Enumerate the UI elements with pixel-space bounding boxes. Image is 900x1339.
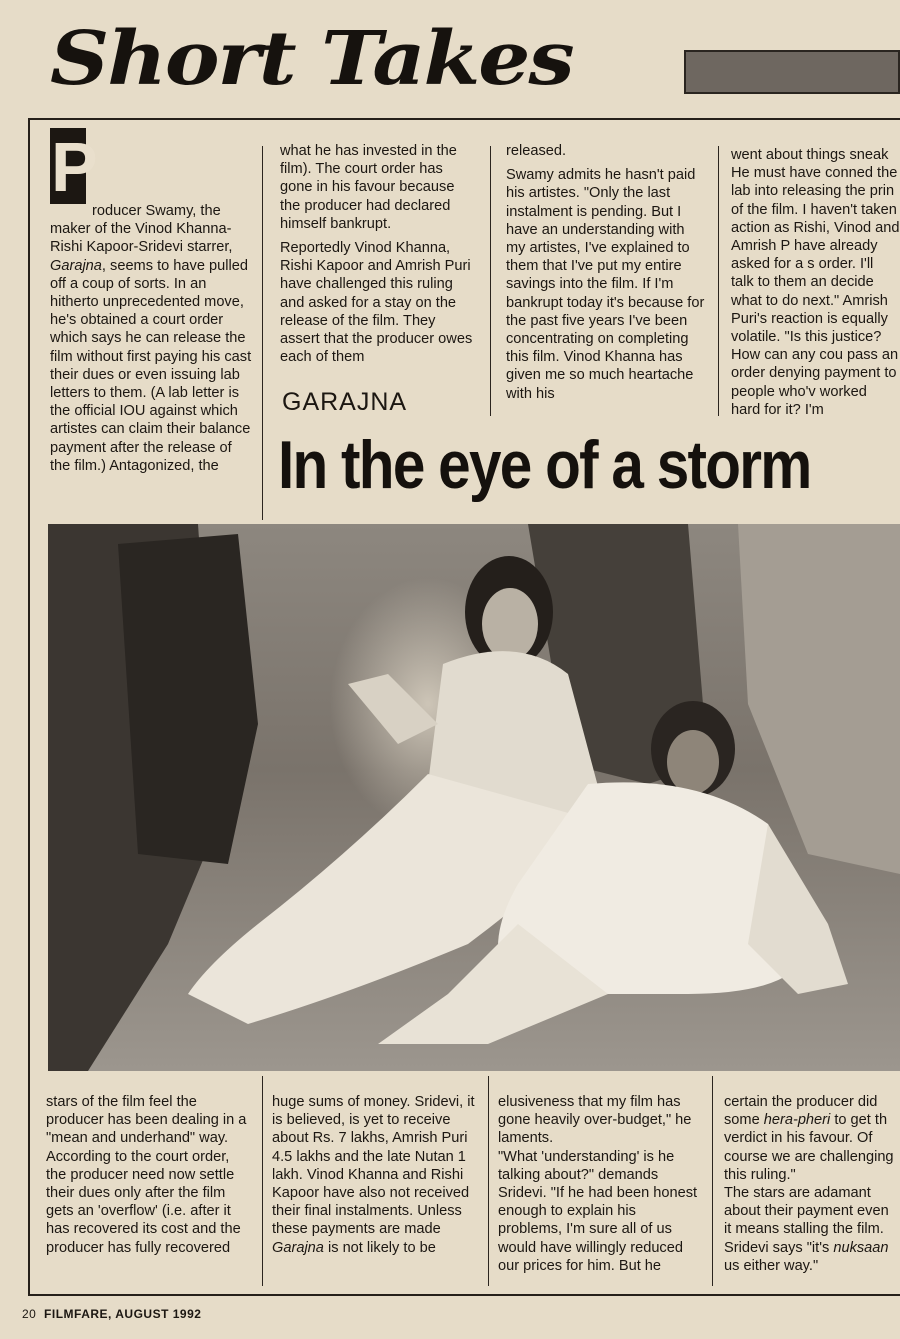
article-column-3 — [506, 142, 706, 409]
paragraph: what he has invested in the film). The court order has gone in his favour because the producer had declared himself bankrupt. — [280, 143, 457, 232]
column-rule-1 — [262, 146, 263, 520]
article-column-5 — [46, 1093, 252, 1263]
masthead-bar — [684, 50, 900, 94]
magazine-issue: FILMFARE, AUGUST 1992 — [44, 1307, 202, 1321]
paragraph: stars of the film feel the producer has been dealing in a "mean and underhand" way. According to the court order, the producer need now settle their dues only after the film gets an 'overflow' (i.e. after it has recovered its cost and the producer has fully recovered — [46, 1094, 247, 1256]
headline: In the eye of a storm — [278, 427, 811, 503]
paragraph: elusiveness that my film has gone heavily over-budget," he laments. — [498, 1094, 692, 1147]
page-footer — [22, 1307, 201, 1321]
article-column-1 — [50, 128, 256, 481]
article-column-8 — [724, 1093, 900, 1281]
paragraph: The stars are adamant about their payment even it means stalling the film. — [724, 1185, 889, 1238]
paragraph: Reportedly Vinod Khanna, Rishi Kapoor and Amrish Puri have challenged this ruling and asked for a stay on the release of the film. They assert that the producer owes each of them — [280, 240, 473, 366]
column-rule-2 — [490, 146, 491, 416]
paragraph: went about things sneak He must have conned the lab into releasing the prin of the film. I haven't taken action as Rishi, Vinod and Amrish P have already asked for a s order. I'll talk to them an decide what to do next." Amrish Puri's reaction is equally volatile. "Is this justice? How can any cou pass an order denying payment to people who'v worked hard for it? I'm — [731, 147, 900, 418]
paragraph: huge sums of money. Sridevi, it is believed, is yet to receive about Rs. 7 lakhs, Amrish Puri 4.5 lakhs and the late Nutan 1 lakh. Vinod Khanna and Rishi Kapoor have also not received their final instalments. Unless these payments are made Garajna is not likely to be — [272, 1094, 475, 1256]
column-rule-6 — [712, 1076, 713, 1286]
drop-cap: P — [51, 128, 98, 206]
photo-illustration — [48, 524, 900, 1071]
paragraph: released. — [506, 143, 567, 159]
paragraph: certain the producer did some hera-pheri to get th verdict in his favour. Of course we are challenging this ruling." — [724, 1094, 894, 1183]
article-column-6 — [272, 1093, 478, 1263]
column-rule-4 — [262, 1076, 263, 1286]
column-rule-5 — [488, 1076, 489, 1286]
section-kicker: GARAJNA — [282, 388, 408, 416]
lead-paragraph: roducer Swamy, the maker of the Vinod Khanna-Rishi Kapoor-Sridevi starrer, Garajna, seems to have pulled off a coup of sorts. In an hitherto unprecedented move, he's obtained a court order which says he can release the film without first paying his cast their dues or even issuing lab letters to them. (A lab letter is the official IOU against which artistes can claim their balance payment after the release of the film.) Antagonized, the — [50, 203, 252, 474]
article-column-4 — [731, 146, 900, 425]
masthead-title: Short Takes — [50, 15, 573, 103]
article-column-7 — [498, 1093, 702, 1281]
paragraph: Sridevi says "it's nuksaan us either way." — [724, 1239, 889, 1274]
article-frame-left — [28, 118, 30, 1296]
article-column-2 — [280, 142, 478, 372]
paragraph: Swamy admits he hasn't paid his artistes. "Only the last instalment is pending. But I have an understanding with my artistes, I've explained to them that I've put my entire savings into the film. If I'm bankrupt today it's because for the past five years I've been concentrating on completing this film. Vinod Khanna has given me so much heartache with his — [506, 167, 705, 402]
paragraph: "What 'understanding' is he talking about?" demands Sridevi. "If he had been honest enough to explain his problems, I'm sure all of us would have willingly reduced our prices for him. But he — [498, 1148, 698, 1274]
page-number: 20 — [22, 1307, 37, 1321]
film-still-photo — [48, 524, 900, 1071]
article-frame-top — [28, 118, 900, 120]
column-rule-3 — [718, 146, 719, 416]
article-frame-bottom — [28, 1294, 900, 1296]
